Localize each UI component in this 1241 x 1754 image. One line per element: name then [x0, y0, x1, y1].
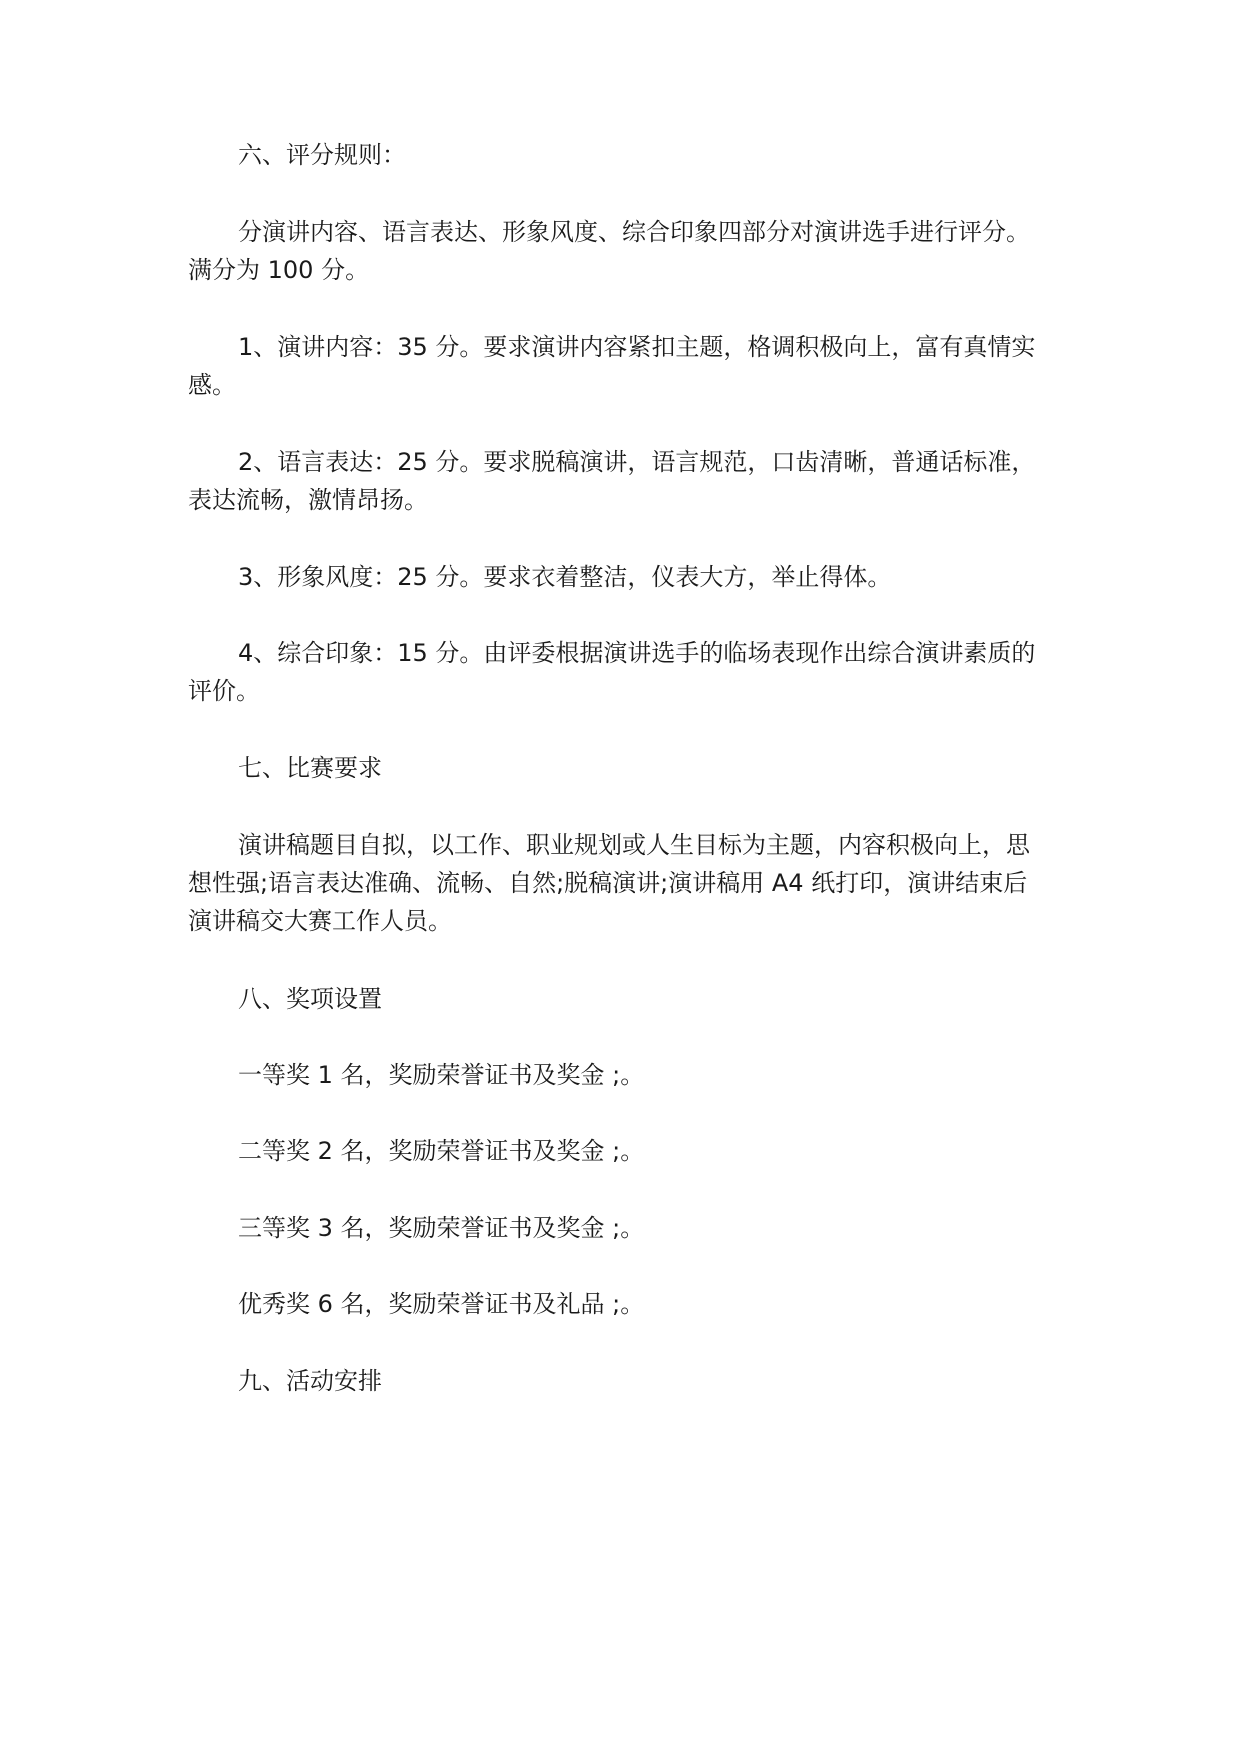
scoring-intro-line-2: 满分为 100 分。 — [188, 256, 370, 284]
rule-content-line-1: 1、演讲内容：35 分。要求演讲内容紧扣主题，格调积极向上，富有真情实 — [238, 333, 1036, 361]
requirements-line-3: 演讲稿交大赛工作人员。 — [188, 907, 452, 935]
scoring-intro-line-1: 分演讲内容、语言表达、形象风度、综合印象四部分对演讲选手进行评分。 — [238, 218, 1030, 246]
rule-image-line: 3、形象风度：25 分。要求衣着整洁，仪表大方，举止得体。 — [238, 563, 892, 591]
requirements-line-2: 想性强;语言表达准确、流畅、自然;脱稿演讲;演讲稿用 A4 纸打印，演讲结束后 — [188, 869, 1028, 897]
award-third: 三等奖 3 名，奖励荣誉证书及奖金 ;。 — [238, 1214, 645, 1242]
award-excellence: 优秀奖 6 名，奖励荣誉证书及礼品 ;。 — [238, 1290, 645, 1318]
section-heading-requirements: 七、比赛要求 — [238, 754, 382, 782]
rule-language-line-2: 表达流畅，激情昂扬。 — [188, 486, 428, 514]
section-heading-awards: 八、奖项设置 — [238, 985, 382, 1013]
requirements-line-1: 演讲稿题目自拟，以工作、职业规划或人生目标为主题，内容积极向上，思 — [238, 831, 1030, 859]
section-heading-scoring: 六、评分规则： — [238, 141, 406, 169]
rule-impression-line-2: 评价。 — [188, 677, 260, 705]
rule-language-line-1: 2、语言表达：25 分。要求脱稿演讲，语言规范，口齿清晰，普通话标准， — [238, 448, 1036, 476]
rule-impression-line-1: 4、综合印象：15 分。由评委根据演讲选手的临场表现作出综合演讲素质的 — [238, 639, 1036, 667]
award-second: 二等奖 2 名，奖励荣誉证书及奖金 ;。 — [238, 1137, 645, 1165]
rule-content-line-2: 感。 — [188, 371, 236, 399]
section-heading-schedule: 九、活动安排 — [238, 1367, 382, 1395]
award-first: 一等奖 1 名，奖励荣誉证书及奖金 ;。 — [238, 1061, 645, 1089]
